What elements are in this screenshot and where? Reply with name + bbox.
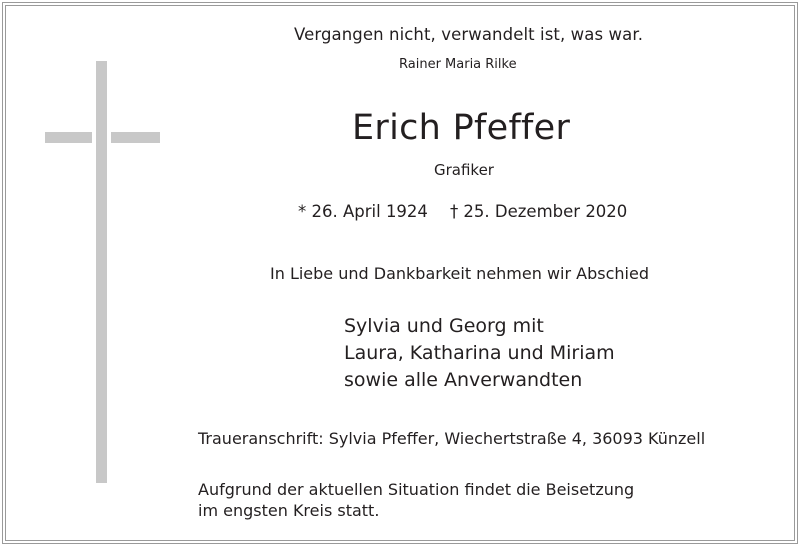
burial-note bbox=[198, 479, 634, 521]
quote-author: Rainer Maria Rilke bbox=[399, 57, 517, 72]
burial-note-line: im engsten Kreis statt. bbox=[198, 501, 380, 520]
cross-vertical-beam bbox=[96, 61, 107, 483]
birth-date: * 26. April 1924 bbox=[298, 202, 428, 221]
mourners-line: sowie alle Anverwandten bbox=[344, 369, 583, 391]
mourners-line: Sylvia und Georg mit bbox=[344, 315, 544, 337]
cross-left-arm bbox=[45, 132, 92, 143]
mourning-address: Traueranschrift: Sylvia Pfeffer, Wiechertstraße 4, 36093 Künzell bbox=[198, 429, 706, 448]
life-dates bbox=[298, 202, 627, 221]
farewell-text: In Liebe und Dankbarkeit nehmen wir Abschied bbox=[270, 264, 649, 283]
death-date: † 25. Dezember 2020 bbox=[449, 202, 628, 221]
deceased-name: Erich Pfeffer bbox=[352, 108, 571, 148]
mourners-line: Laura, Katharina und Miriam bbox=[344, 342, 615, 364]
deceased-profession: Grafiker bbox=[434, 161, 494, 179]
mourners-list bbox=[344, 313, 615, 394]
cross-right-arm bbox=[111, 132, 160, 143]
quote-text: Vergangen nicht, verwandelt ist, was war. bbox=[294, 25, 644, 44]
burial-note-line: Aufgrund der aktuellen Situation findet die Beisetzung bbox=[198, 480, 635, 499]
